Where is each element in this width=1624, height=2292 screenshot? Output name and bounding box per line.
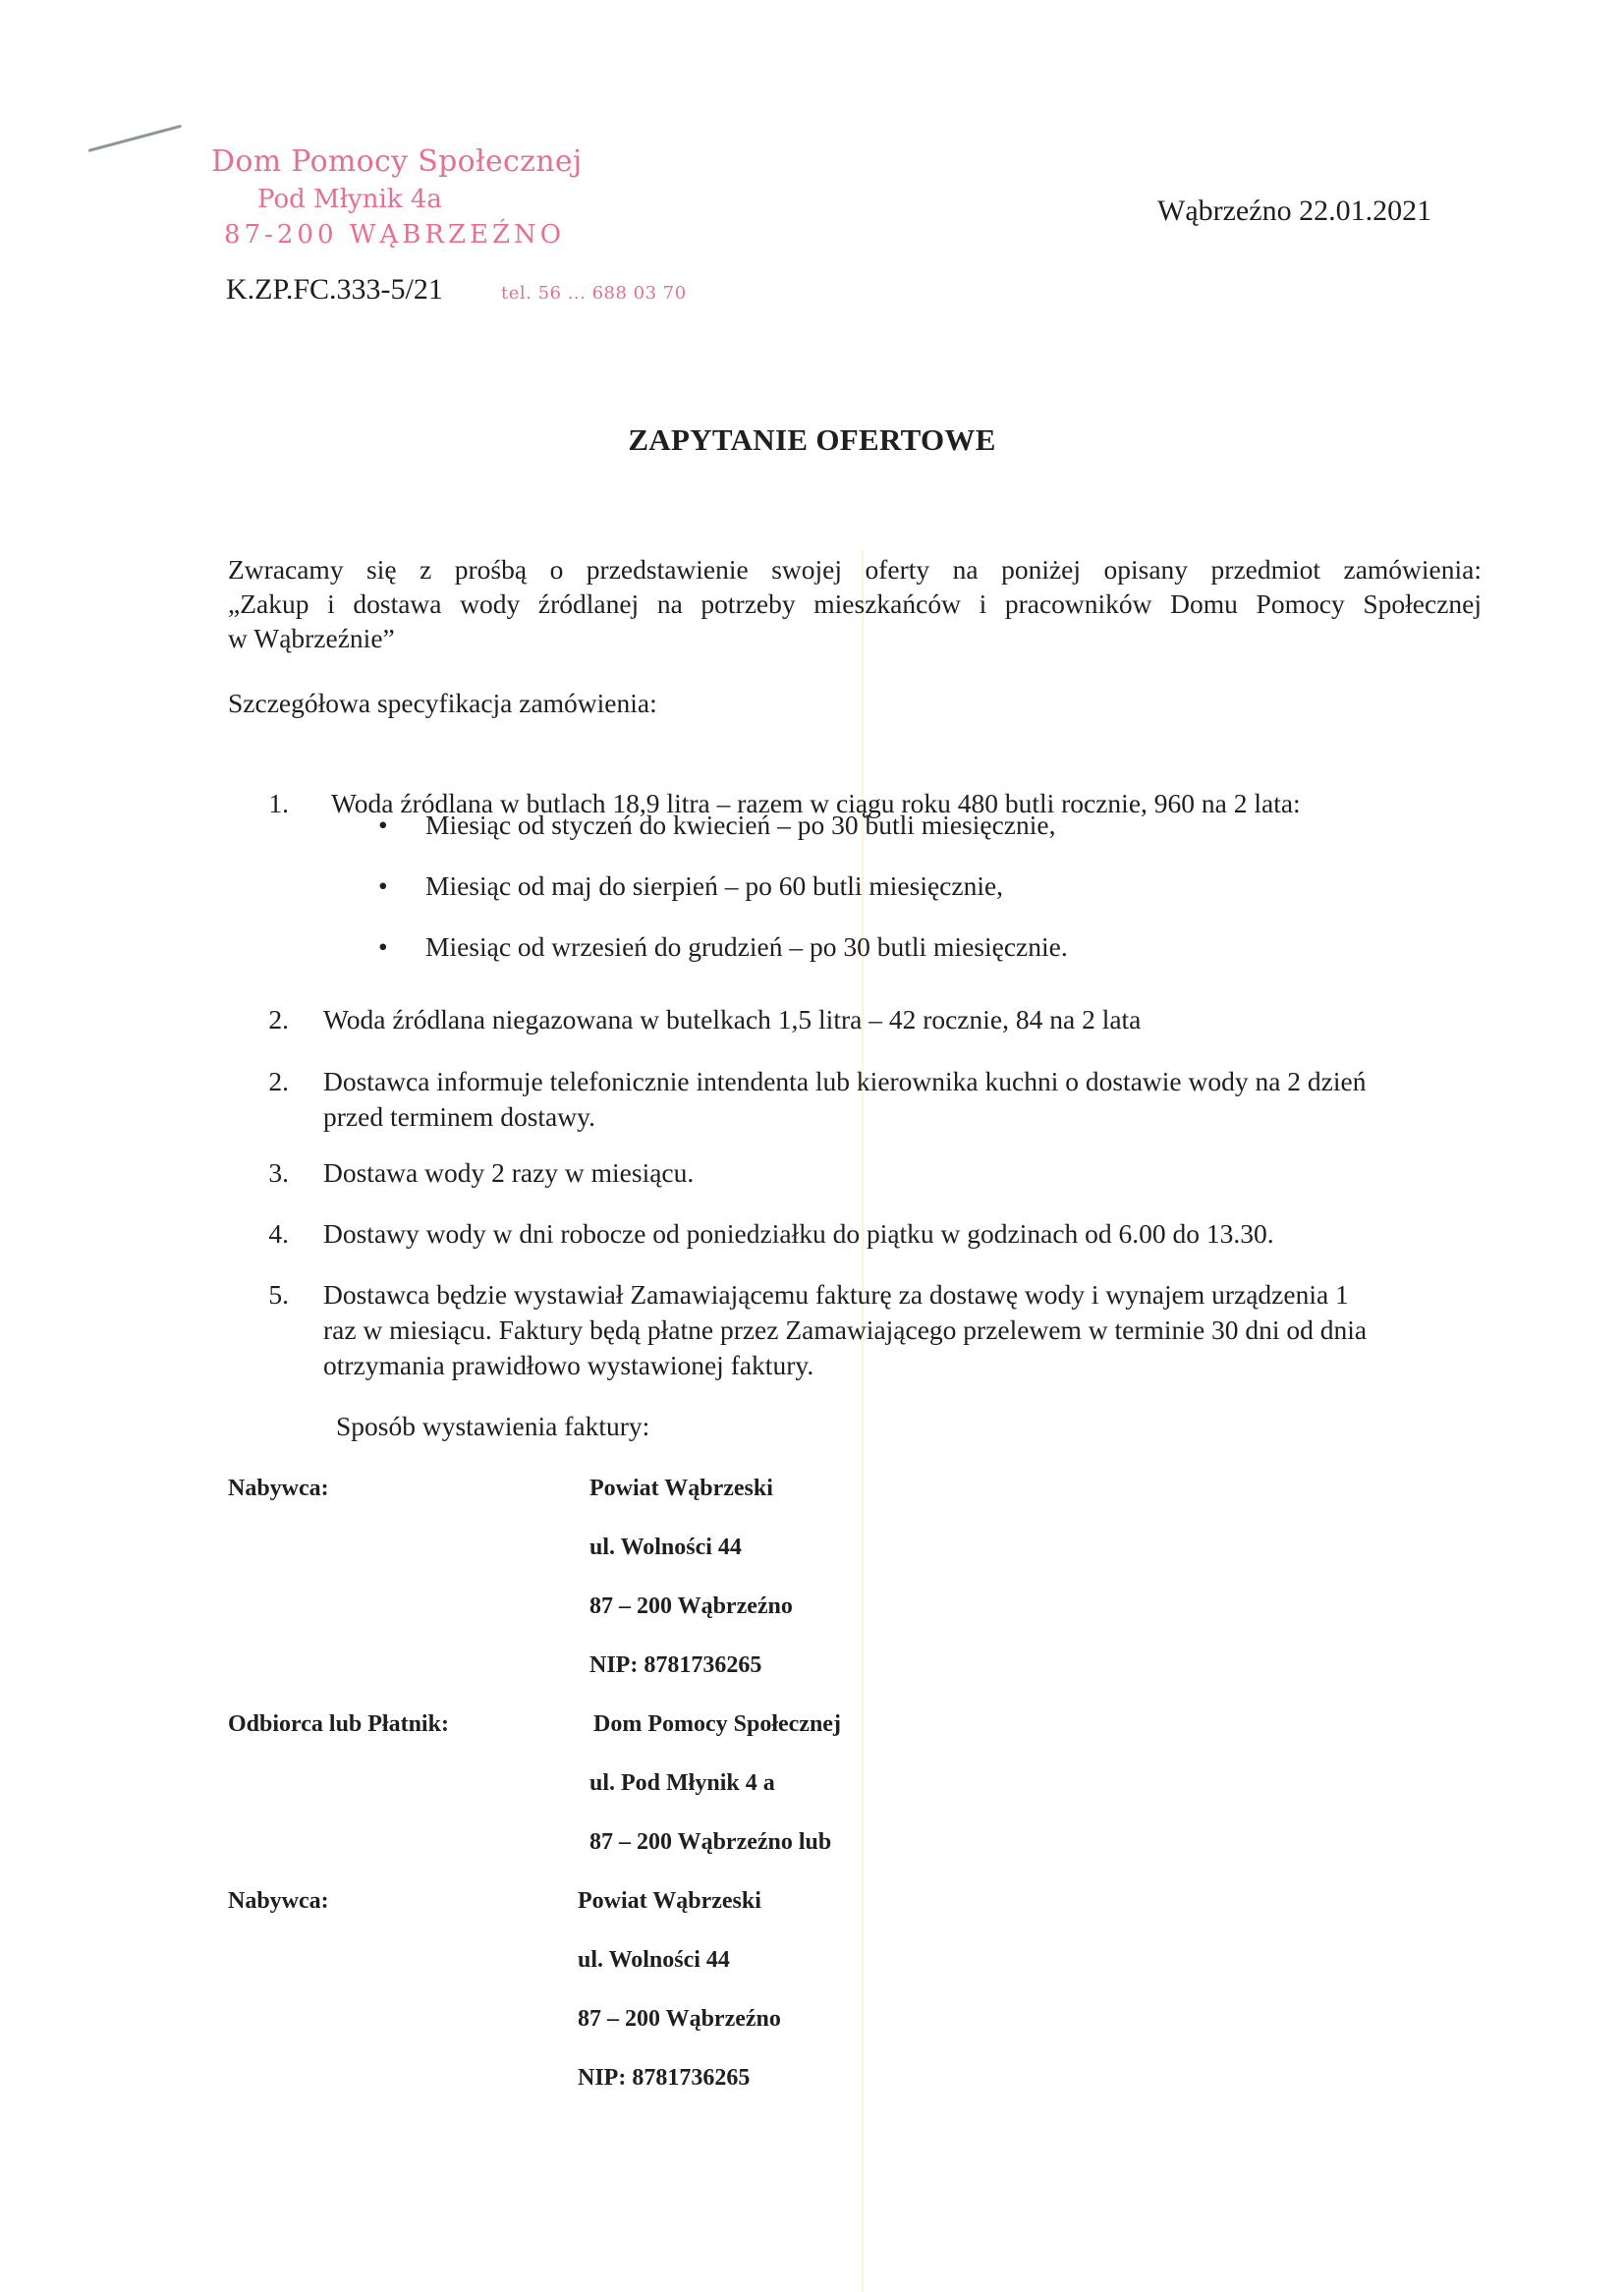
buyer-label: Nabywca: bbox=[228, 1476, 329, 1501]
item-number: 2. bbox=[268, 1066, 289, 1096]
stamp-line-3: 87-200 WĄBRZEŹNO bbox=[224, 220, 566, 250]
recipient-name: Dom Pomocy Społecznej bbox=[593, 1711, 841, 1737]
recipient-street: ul. Pod Młynik 4 a bbox=[589, 1770, 775, 1796]
buyer-nip: NIP: 8781736265 bbox=[578, 2065, 751, 2091]
spec-label: Szczegółowa specyfikacja zamówienia: bbox=[228, 688, 657, 718]
buyer-label: Nabywca: bbox=[228, 1888, 329, 1914]
item-number: 1. bbox=[268, 788, 289, 818]
bullet-icon: • bbox=[378, 870, 388, 901]
item-text-line: raz w miesiącu. Faktury będą płatne przez Zamawiającego przelewem w terminie 30 dni od dnia bbox=[323, 1314, 1368, 1345]
item-number: 4. bbox=[268, 1218, 289, 1249]
invoice-heading: Sposób wystawienia faktury: bbox=[336, 1411, 650, 1441]
intro-line-3: w Wąbrzeźnie” bbox=[228, 623, 395, 653]
bullet-text: Miesiąc od wrzesień do grudzień – po 30 butli miesięcznie. bbox=[425, 931, 1068, 962]
item-number: 3. bbox=[268, 1157, 289, 1188]
item-text-line: Dostawca informuje telefonicznie intendenta lub kierownika kuchni o dostawie wody na 2 dzień bbox=[323, 1066, 1367, 1096]
buyer-city: 87 – 200 Wąbrzeźno bbox=[578, 2006, 781, 2032]
place-date: Wąbrzeźno 22.01.2021 bbox=[1157, 195, 1432, 227]
intro-line-2: „Zakup i dostawa wody źródlanej na potrzeby mieszkańców i pracowników Domu Pomocy Społecznej bbox=[228, 588, 1482, 619]
bullet-text: Miesiąc od maj do sierpień – po 60 butli miesięcznie, bbox=[425, 870, 1004, 901]
buyer-name: Powiat Wąbrzeski bbox=[578, 1888, 761, 1914]
stamp-line-4: tel. 56 ... 688 03 70 bbox=[501, 283, 687, 304]
item-text: Dostawa wody 2 razy w miesiącu. bbox=[323, 1157, 695, 1188]
item-text: Woda źródlana niegazowana w butelkach 1,5 litra – 42 rocznie, 84 na 2 lata bbox=[323, 1004, 1142, 1034]
item-text-line: otrzymania prawidłowo wystawionej faktury. bbox=[323, 1350, 814, 1380]
intro-line-1: Zwracamy się z prośbą o przedstawienie swojej oferty na poniżej opisany przedmiot zamówienia: bbox=[228, 554, 1482, 585]
item-text: Dostawy wody w dni robocze od poniedziałku do piątku w godzinach od 6.00 do 13.30. bbox=[323, 1218, 1274, 1249]
item-text: Woda źródlana w butlach 18,9 litra – razem w ciągu roku 480 butli rocznie, 960 na 2 lata: bbox=[331, 788, 1301, 818]
recipient-label: Odbiorca lub Płatnik: bbox=[228, 1711, 449, 1737]
item-text-line: Dostawca będzie wystawiał Zamawiającemu fakturę za dostawę wody i wynajem urządzenia 1 bbox=[323, 1279, 1349, 1310]
buyer-street: ul. Wolności 44 bbox=[578, 1947, 730, 1973]
stamp-line-2: Pod Młynik 4a bbox=[257, 185, 442, 214]
stamp-line-1: Dom Pomocy Społecznej bbox=[211, 144, 583, 179]
buyer-city: 87 – 200 Wąbrzeźno bbox=[589, 1593, 793, 1619]
pen-mark bbox=[88, 125, 182, 152]
item-number: 2. bbox=[268, 1004, 289, 1034]
intro-paragraph bbox=[228, 552, 1482, 655]
item-number: 5. bbox=[268, 1279, 289, 1310]
bullet-icon: • bbox=[378, 810, 388, 840]
document-title: ZAPYTANIE OFERTOWE bbox=[628, 422, 996, 457]
reference-number: K.ZP.FC.333-5/21 bbox=[226, 273, 443, 306]
recipient-city: 87 – 200 Wąbrzeźno lub bbox=[589, 1829, 832, 1855]
bullet-text: Miesiąc od styczeń do kwiecień – po 30 butli miesięcznie, bbox=[425, 810, 1056, 840]
buyer-name: Powiat Wąbrzeski bbox=[589, 1476, 773, 1501]
bullet-icon: • bbox=[378, 931, 388, 962]
buyer-nip: NIP: 8781736265 bbox=[589, 1652, 762, 1678]
item-text-line: przed terminem dostawy. bbox=[323, 1101, 595, 1132]
buyer-street: ul. Wolności 44 bbox=[589, 1535, 742, 1560]
